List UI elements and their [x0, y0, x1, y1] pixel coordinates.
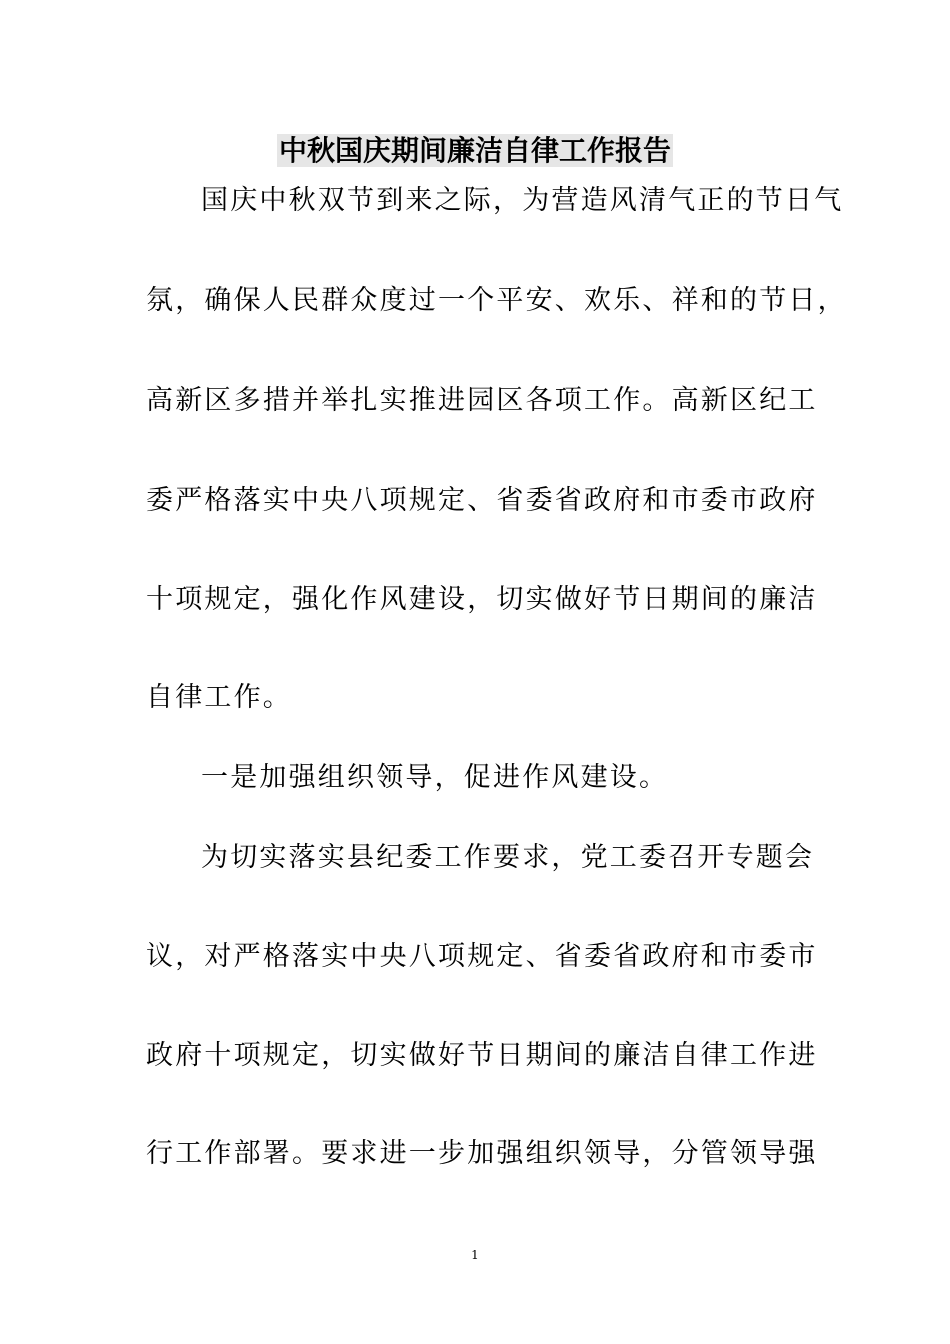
paragraph-line: 议，对严格落实中央八项规定、省委省政府和市委市 — [146, 941, 818, 972]
paragraph-line: 氛，确保人民群众度过一个平安、欢乐、祥和的节日， — [146, 285, 847, 316]
paragraph-line: 为切实落实县纪委工作要求，党工委召开专题会 — [201, 842, 815, 873]
paragraph-line: 高新区多措并举扎实推进园区各项工作。高新区纪工 — [146, 385, 818, 416]
paragraph-line: 自律工作。 — [146, 682, 292, 713]
paragraph-line: 委严格落实中央八项规定、省委省政府和市委市政府 — [146, 485, 818, 516]
document-title-text: 中秋国庆期间廉洁自律工作报告 — [278, 134, 671, 167]
section-heading-line: 一是加强组织领导，促进作风建设。 — [201, 762, 669, 793]
page-number: 1 — [471, 1248, 479, 1262]
paragraph-line: 行工作部署。要求进一步加强组织领导，分管领导强 — [146, 1138, 818, 1169]
paragraph-line: 十项规定，强化作风建设，切实做好节日期间的廉洁 — [146, 584, 818, 615]
paragraph-line: 国庆中秋双节到来之际，为营造风清气正的节日气 — [201, 185, 844, 216]
paragraph-line: 政府十项规定，切实做好节日期间的廉洁自律工作进 — [146, 1040, 818, 1071]
document-title — [0, 131, 950, 171]
